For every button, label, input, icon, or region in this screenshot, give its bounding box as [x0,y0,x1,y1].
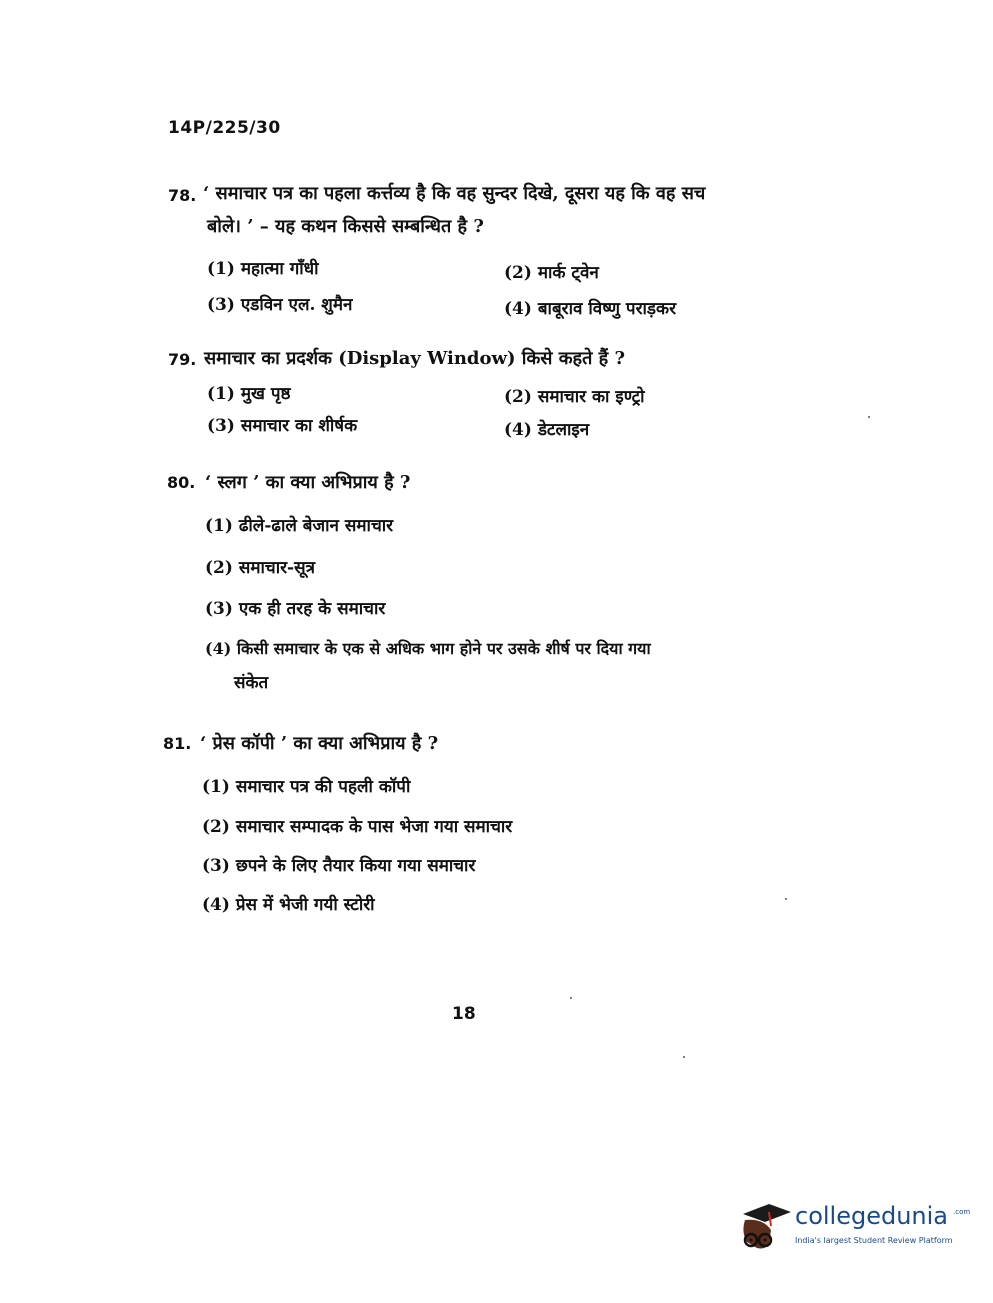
question-text-line: ‘ स्लग ’ का क्या अभिप्राय है ? [205,472,411,493]
option: (4) डेटलाइन [504,420,590,440]
option: (2) समाचार का इण्ट्रो [504,387,645,407]
option: (2) समाचार सम्पादक के पास भेजा गया समाचार [202,817,513,837]
question-text-line: ‘ प्रेस कॉपी ’ का क्या अभिप्राय है ? [200,733,439,754]
mascot-icon [735,1196,793,1258]
option: (3) छपने के लिए तैयार किया गया समाचार [202,856,476,876]
question-text-line: बोले। ’ – यह कथन किससे सम्बन्धित है ? [207,216,484,237]
option: (1) ढीले-ढाले बेजान समाचार [205,516,394,536]
scan-speck [683,1056,685,1058]
option: (3) समाचार का शीर्षक [207,416,358,436]
scan-speck [785,898,787,900]
page-number: 18 [452,1004,476,1024]
option: (4) किसी समाचार के एक से अधिक भाग होने पर उसके शीर्ष पर दिया गया [205,639,651,658]
option: (1) समाचार पत्र की पहली कॉपी [202,777,411,797]
option: (2) मार्क ट्वेन [504,263,599,283]
brand-dotcom: .com [953,1208,971,1216]
question-number: 80. [167,473,196,492]
option-continuation: संकेत [234,673,269,693]
option: (1) महात्मा गाँधी [207,259,319,279]
question-number: 81. [163,734,192,753]
brand-tagline: India's largest Student Review Platform [795,1236,953,1245]
option: (2) समाचार-सूत्र [205,558,315,578]
option: (4) प्रेस में भेजी गयी स्टोरी [202,895,375,915]
question-number: 79. [168,350,197,369]
scan-speck [570,997,572,999]
paper-code: 14P/225/30 [168,118,281,138]
brand-name: collegedunia [795,1202,949,1230]
option: (4) बाबूराव विष्णु पराड़कर [504,299,677,319]
option: (3) एक ही तरह के समाचार [205,599,386,619]
question-text-line: ‘ समाचार पत्र का पहला कर्त्तव्य है कि वह सुन्दर दिखे, दूसरा यह कि वह सच [203,183,706,204]
question-number: 78. [168,186,197,205]
question-text-line: समाचार का प्रदर्शक (Display Window) किसे कहते हैं ? [204,348,626,369]
option: (1) मुख पृष्ठ [207,384,291,404]
option: (3) एडविन एल. शुमैन [207,295,353,315]
scan-speck [868,416,870,418]
collegedunia-watermark [735,1196,971,1262]
